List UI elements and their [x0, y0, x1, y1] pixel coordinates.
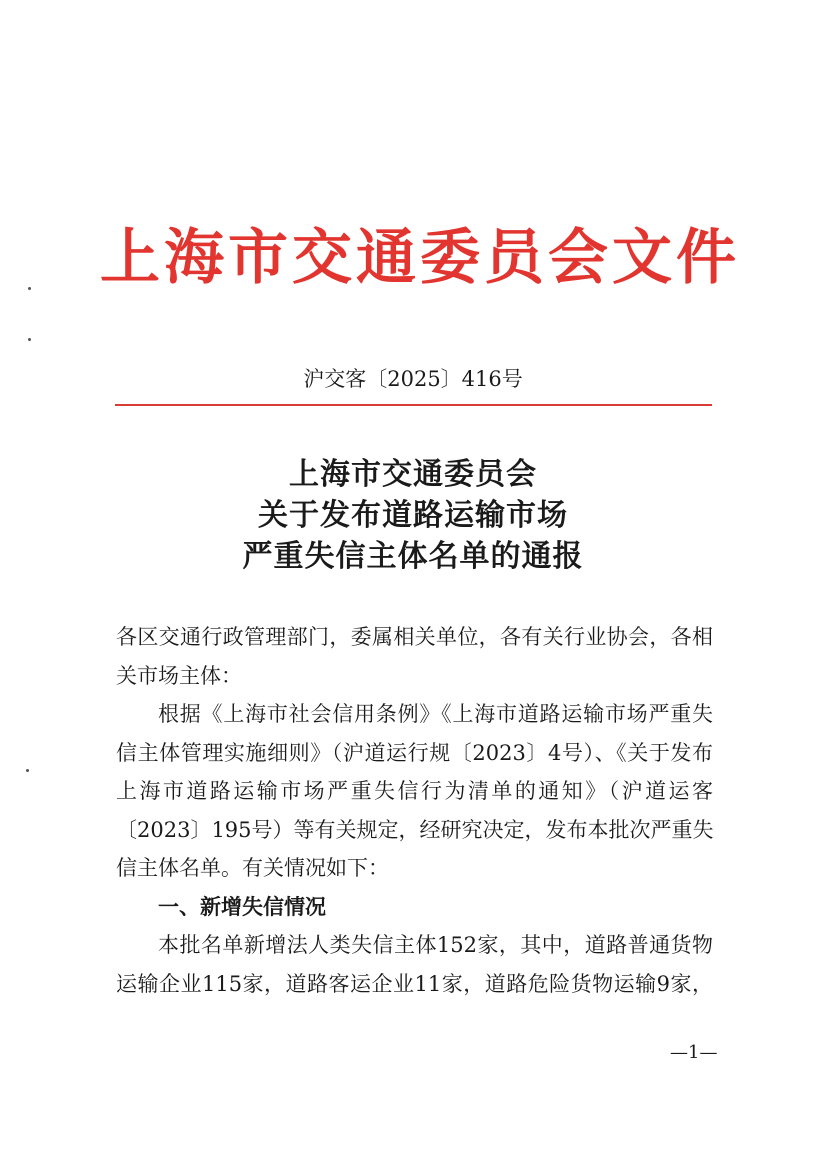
- body-line: 关市场主体：: [116, 663, 242, 688]
- scan-speck: [28, 338, 31, 341]
- body-line: 运输企业115家，道路客运企业11家，道路危险货物运输9家，: [116, 971, 713, 996]
- body-line: 〔2023〕195号）等有关规定，经研究决定，发布本批次严重失: [116, 817, 714, 842]
- title-line-3: 严重失信主体名单的通报: [242, 539, 584, 574]
- body-line: 上海市道路运输市场严重失信行为清单的通知》（沪道运客: [116, 779, 713, 803]
- body-text: [116, 618, 713, 1003]
- red-divider-rule: [115, 404, 712, 406]
- document-number: 沪交客〔2025〕416号: [303, 367, 523, 391]
- notice-title: [0, 454, 826, 577]
- title-line-1: 上海市交通委员会: [289, 457, 537, 492]
- title-line-2: 关于发布道路运输市场: [258, 498, 568, 533]
- masthead-title: 上海市交通委员会文件: [100, 223, 740, 293]
- body-line: 信主体管理实施细则》（沪道运行规〔2023〕4号）、《关于发布: [116, 740, 713, 765]
- page-number: —1—: [670, 1042, 718, 1063]
- scan-speck: [28, 287, 31, 290]
- section-heading: 一、新增失信情况: [158, 894, 326, 919]
- body-line: 根据《上海市社会信用条例》《上海市道路运输市场严重失: [158, 702, 713, 726]
- body-line: 本批名单新增法人类失信主体152家，其中，道路普通货物: [158, 933, 713, 957]
- body-line: 信主体名单。有关情况如下：: [116, 856, 389, 880]
- scan-speck: [26, 769, 29, 772]
- body-line: 各区交通行政管理部门，委属相关单位，各有关行业协会，各相: [116, 625, 713, 649]
